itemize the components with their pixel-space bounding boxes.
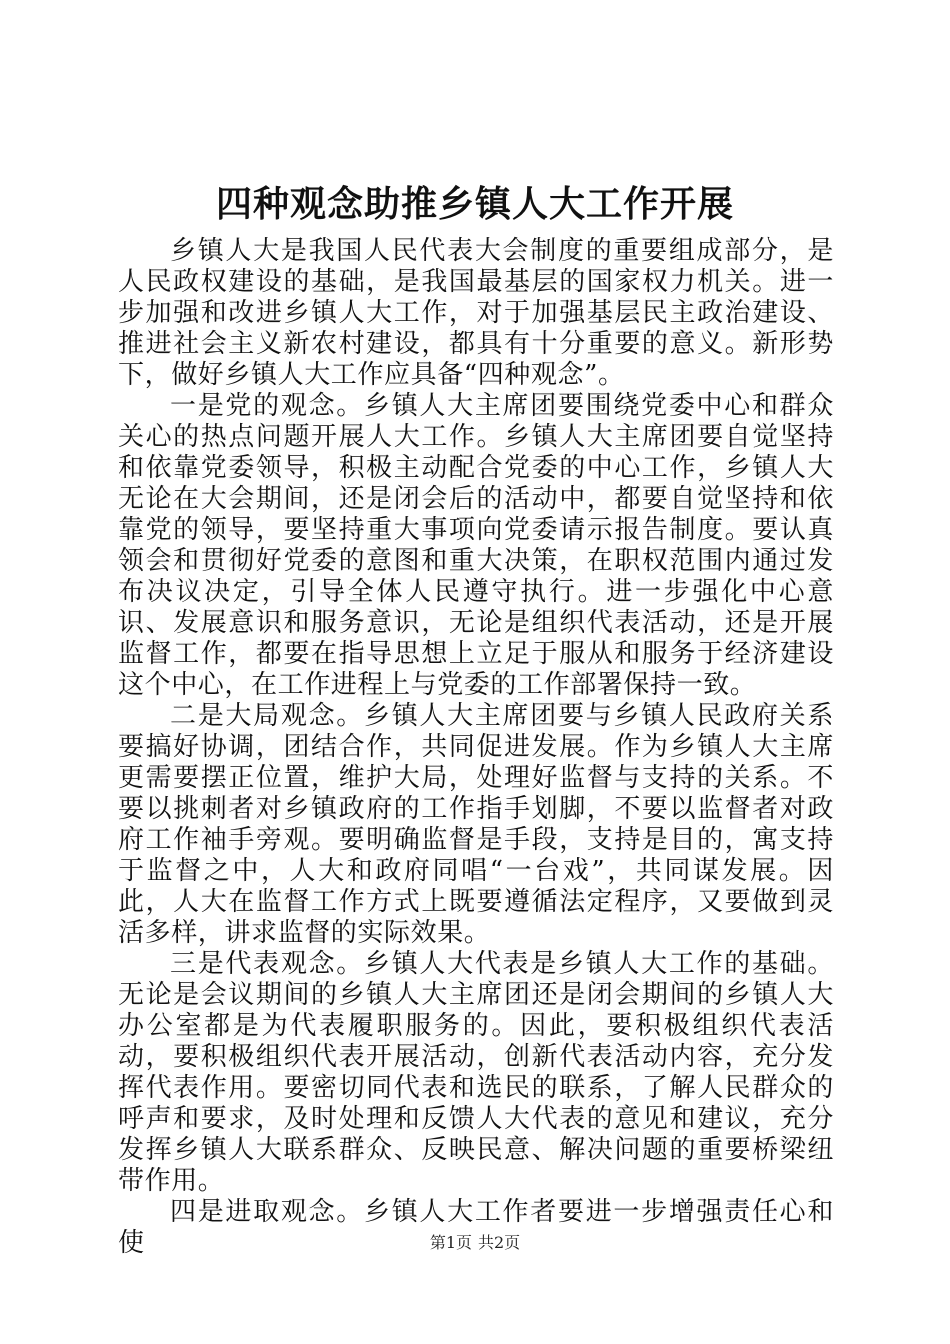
paragraph-party-concept: 一是党的观念。乡镇人大主席团要围绕党委中心和群众关心的热点问题开展人大工作。乡镇人大主席团要自觉坚持和依靠党委领导，积极主动配合党委的中心工作，乡镇人大无论在大会期间，还是闭会后的活动中，都要自觉坚持和依靠党的领导，要坚持重大事项向党委请示报告制度。要认真领会和贯彻好党委的意图和重大决策，在职权范围内通过发布决议决定，引导全体人民遵守执行。进一步强化中心意识、发展意识和服务意识，无论是组织代表活动，还是开展监督工作，都要在指导思想上立足于服从和服务于经济建设这个中心，在工作进程上与党委的工作部署保持一致。 xyxy=(118,391,834,700)
paragraph-deputy-concept: 三是代表观念。乡镇人大代表是乡镇人大工作的基础。无论是会议期间的乡镇人大主席团还是闭会期间的乡镇人大办公室都是为代表履职服务的。因此，要积极组织代表活动，要积极组织代表开展活动，创新代表活动内容，充分发挥代表作用。要密切同代表和选民的联系，了解人民群众的呼声和要求，及时处理和反馈人大代表的意见和建议，充分发挥乡镇人大联系群众、反映民意、解决问题的重要桥梁纽带作用。 xyxy=(118,949,834,1196)
page-total: 共2页 xyxy=(478,1233,521,1252)
document-body xyxy=(118,236,834,1259)
document-title: 四种观念助推乡镇人大工作开展 xyxy=(215,183,734,225)
paragraph-overall-concept: 二是大局观念。乡镇人大主席团要与乡镇人民政府关系要搞好协调，团结合作，共同促进发展。作为乡镇人大主席更需要摆正位置，维护大局，处理好监督与支持的关系。不要以挑刺者对乡镇政府的工作指手划脚，不要以监督者对政府工作袖手旁观。要明确监督是手段，支持是目的，寓支持于监督之中，人大和政府同唱“一台戏”，共同谋发展。因此，人大在监督工作方式上既要遵循法定程序，又要做到灵活多样，讲求监督的实际效果。 xyxy=(118,701,834,948)
paragraph-intro: 乡镇人大是我国人民代表大会制度的重要组成部分，是人民政权建设的基础，是我国最基层的国家权力机关。进一步加强和改进乡镇人大工作，对于加强基层民主政治建设、推进社会主义新农村建设，都具有十分重要的意义。新形势下，做好乡镇人大工作应具备“四种观念”。 xyxy=(118,236,834,390)
page-number: 第1页 xyxy=(429,1233,472,1252)
paragraph-progress-concept: 四是进取观念。乡镇人大工作者要进一步增强责任心和使 xyxy=(118,1197,834,1258)
page-footer xyxy=(0,1232,950,1254)
